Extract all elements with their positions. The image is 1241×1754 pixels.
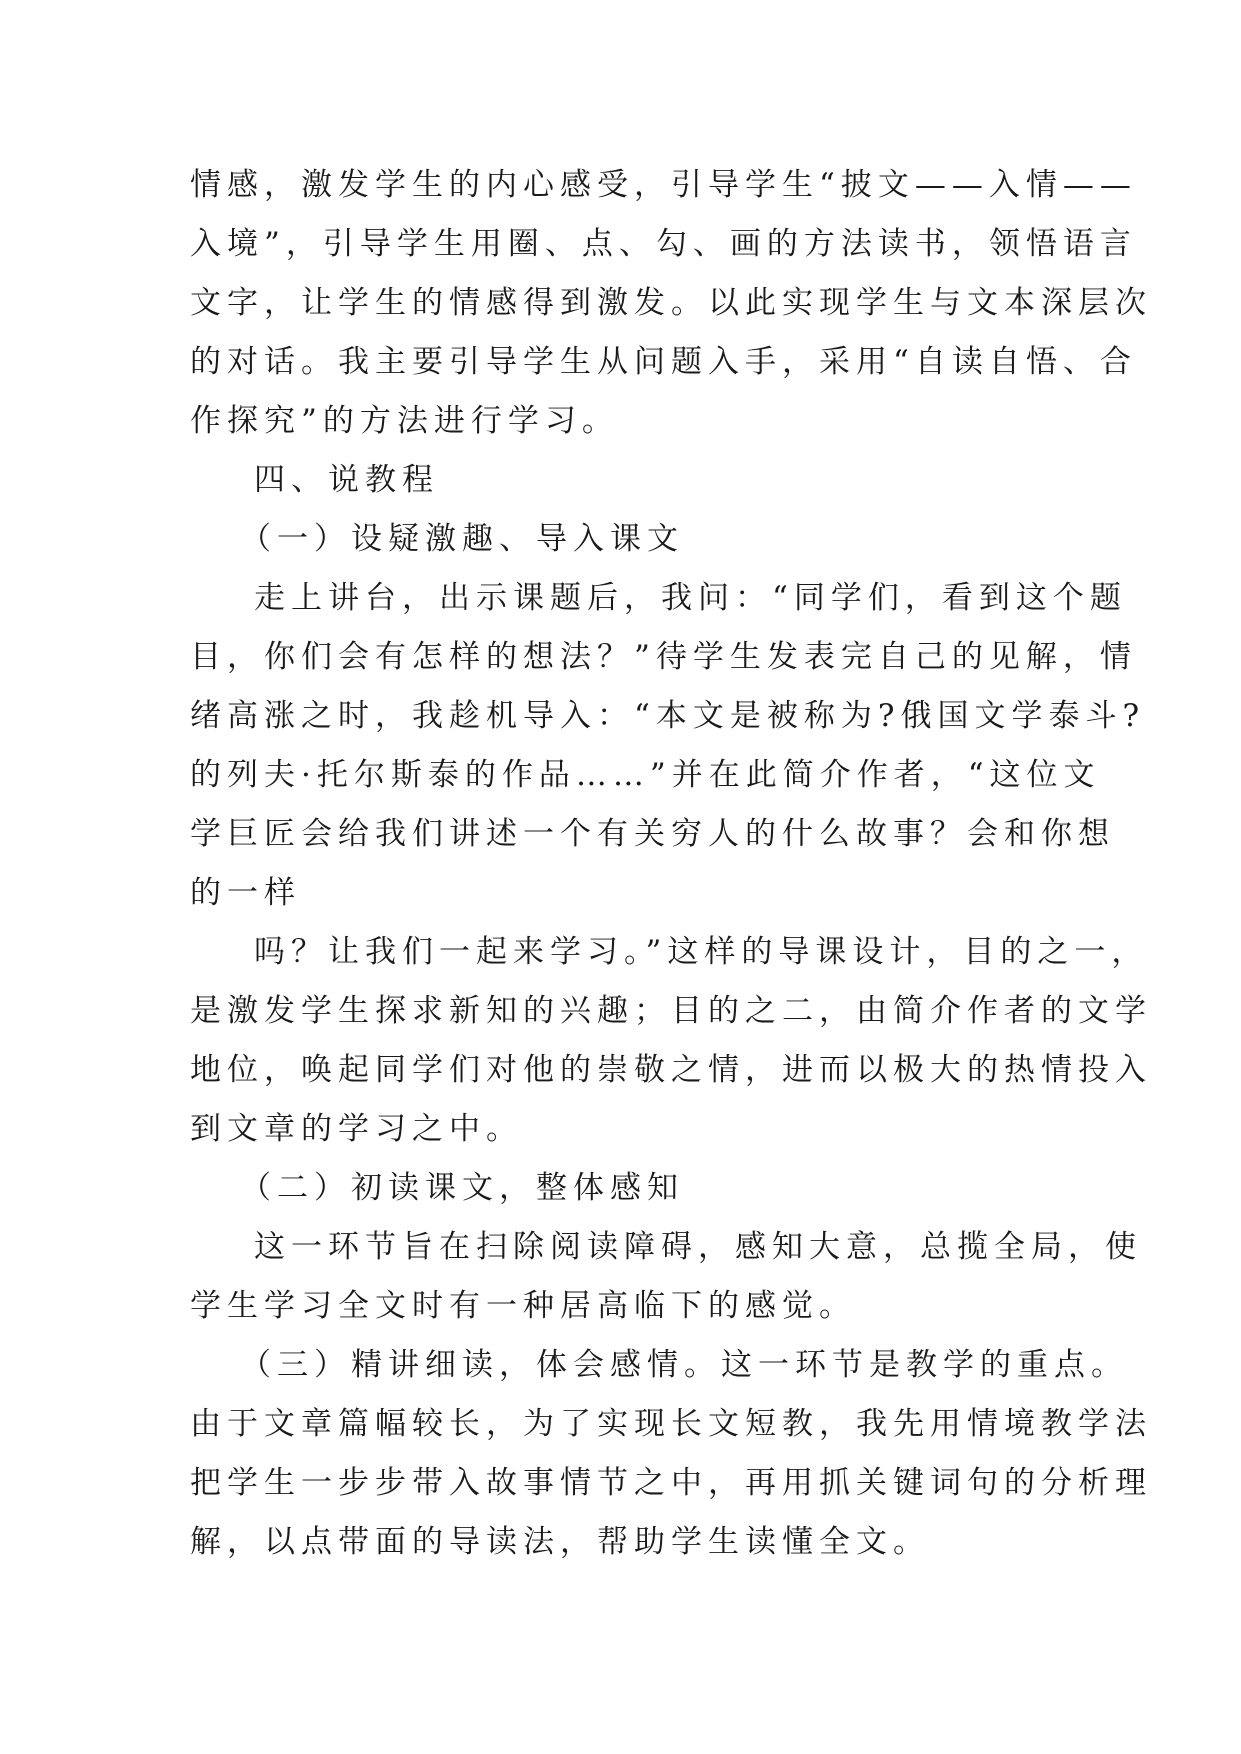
- text-line: 情感，激发学生的内心感受，引导学生“披文——入情——: [190, 167, 1137, 203]
- text-line: 这一环节旨在扫除阅读障碍，感知大意，总揽全局，使: [254, 1229, 1142, 1265]
- text-line: 绪高涨之时，我趁机导入：“本文是被称为?俄国文学泰斗?: [190, 698, 1146, 734]
- subsection-heading: （二）初读课文，整体感知: [240, 1170, 684, 1206]
- text-line: 把学生一步步带入故事情节之中，再用抓关键词句的分析理: [190, 1465, 1152, 1501]
- text-line: 是激发学生探求新知的兴趣；目的之二，由简介作者的文学: [190, 993, 1152, 1029]
- text-line: 文字，让学生的情感得到激发。以此实现学生与文本深层次: [190, 285, 1152, 321]
- text-line: 的一样: [190, 875, 301, 911]
- text-line: 吗？让我们一起来学习。”这样的导课设计，目的之一，: [254, 934, 1149, 970]
- text-line: 到文章的学习之中。: [190, 1111, 523, 1147]
- subsection-heading: （一）设疑激趣、导入课文: [240, 521, 684, 557]
- subsection-heading: （三）精讲细读，体会感情。这一环节是教学的重点。: [240, 1347, 1128, 1383]
- section-heading: 四、说教程: [254, 462, 439, 498]
- text-line: 入境”，引导学生用圈、点、勾、画的方法读书，领悟语言: [190, 226, 1137, 262]
- text-line: 的列夫·托尔斯泰的作品……”并在此简介作者，“这位文: [190, 757, 1101, 793]
- text-line: 走上讲台，出示课题后，我问：“同学们，看到这个题: [254, 580, 1127, 616]
- text-line: 作探究”的方法进行学习。: [190, 403, 619, 439]
- text-line: 学巨匠会给我们讲述一个有关穷人的什么故事？会和你想: [190, 816, 1115, 852]
- text-line: 学生学习全文时有一种居高临下的感觉。: [190, 1288, 856, 1324]
- text-line: 地位，唤起同学们对他的崇敬之情，进而以极大的热情投入: [190, 1052, 1152, 1088]
- text-line: 由于文章篇幅较长，为了实现长文短教，我先用情境教学法: [190, 1406, 1152, 1442]
- text-line: 解，以点带面的导读法，帮助学生读懂全文。: [190, 1524, 930, 1560]
- text-line: 的对话。我主要引导学生从问题入手，采用“自读自悟、合: [190, 344, 1137, 380]
- document-body: [190, 156, 1152, 1572]
- text-line: 目，你们会有怎样的想法？”待学生发表完自己的见解，情: [190, 639, 1137, 675]
